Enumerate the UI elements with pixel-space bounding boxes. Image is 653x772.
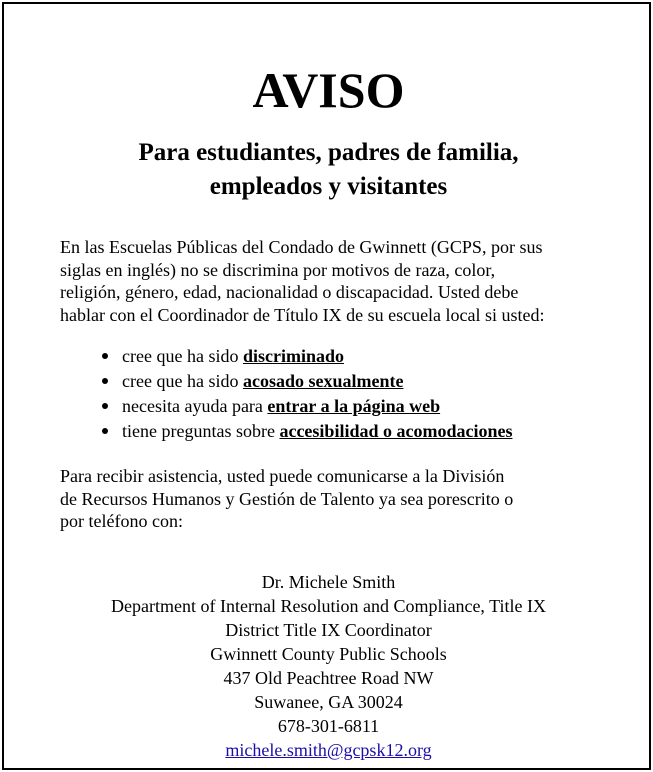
list-item	[102, 344, 512, 369]
bullet-text: necesita ayuda para	[122, 396, 268, 416]
intro-line: siglas en inglés) no se discrimina por motivos de raza, color,	[60, 259, 496, 280]
reasons-list	[102, 344, 512, 444]
list-item	[102, 419, 512, 444]
bullet-emphasis: accesibilidad o acomodaciones	[279, 421, 513, 441]
bullet-text: tiene preguntas sobre	[122, 421, 280, 441]
contact-organization: Gwinnett County Public Schools	[210, 644, 447, 664]
assistance-line: de Recursos Humanos y Gestión de Talento ya sea porescrito o	[60, 488, 514, 509]
bullet-emphasis: entrar a la página web	[267, 396, 441, 416]
bullet-icon	[102, 353, 108, 359]
contact-phone: 678-301-6811	[277, 716, 380, 736]
contact-name: Dr. Michele Smith	[261, 572, 396, 592]
bullet-emphasis: discriminado	[242, 346, 344, 366]
intro-line: religión, género, edad, nacionalidad o discapacidad. Usted debe	[60, 282, 519, 302]
assistance-line: Para recibir asistencia, usted puede comunicarse a la División	[60, 466, 505, 486]
intro-line: En las Escuelas Públicas del Condado de Gwinnett (GCPS, por sus	[60, 237, 543, 257]
notice-frame	[2, 2, 651, 770]
subtitle-line: empleados y visitantes	[209, 173, 448, 200]
contact-department: Department of Internal Resolution and Compliance, Title IX	[111, 596, 546, 616]
notice-subtitle	[4, 136, 653, 204]
bullet-icon	[102, 428, 108, 434]
subtitle-line: Para estudiantes, padres de familia,	[138, 139, 519, 166]
bullet-text: cree que ha sido	[122, 371, 243, 391]
assistance-paragraph	[60, 465, 620, 533]
notice-title: AVISO	[252, 62, 405, 118]
bullet-icon	[102, 378, 108, 384]
intro-paragraph	[60, 236, 620, 326]
list-item	[102, 394, 512, 419]
contact-street: 437 Old Peachtree Road NW	[223, 668, 434, 688]
list-item	[102, 369, 512, 394]
contact-block	[4, 570, 653, 762]
contact-city: Suwanee, GA 30024	[254, 692, 403, 712]
contact-email-link[interactable]: michele.smith@gcpsk12.org	[225, 740, 432, 760]
bullet-text: cree que ha sido	[122, 346, 243, 366]
contact-role: District Title IX Coordinator	[225, 620, 432, 640]
bullet-emphasis: acosado sexualmente	[242, 371, 404, 391]
intro-line: hablar con el Coordinador de Título IX de su escuela local si usted:	[60, 304, 545, 325]
bullet-icon	[102, 403, 108, 409]
assistance-line: por teléfono con:	[60, 511, 183, 531]
